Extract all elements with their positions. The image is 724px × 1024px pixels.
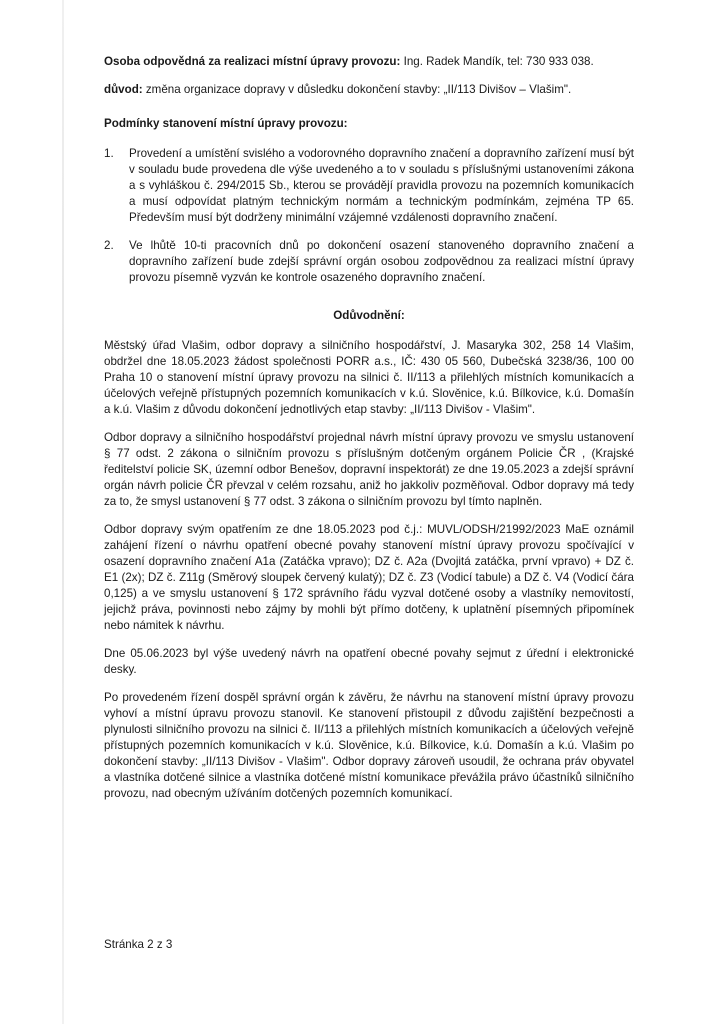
condition-item — [104, 146, 634, 226]
condition-number: 1. — [104, 147, 114, 160]
justification-paragraph: Po provedeném řízení dospěl správní orgán k závěru, že návrhu na stanovení místní úpravy provozu vyhoví a místní úpravu provozu stanovil. Ke stanovení přistoupil z důvodu zajištění bezpečnosti a plynulosti silničního provozu na silnici č. II/113 a přilehlých místních komunikacích a účelových veřejně přístupných pozemních komunikacích v k.ú. Slověnice, k.ú. Bílkovice, k.ú. Domašín a k.ú. Vlašim po dokončení stavby: „II/113 Divišov - Vlašim". Odbor dopravy zároveň usoudil, že ochrana práv obyvatel a vlastníka dotčené silnice a vlastníka dotčené místní komunikace převážila právo účastníků silničního provozu, nad obecným užíváním dotčených pozemních komunikací. — [104, 691, 634, 800]
justification-paragraph: Dne 05.06.2023 byl výše uvedený návrh na opatření obecné povahy sejmut z úřední i elektronické desky. — [104, 647, 634, 676]
condition-item — [104, 238, 634, 286]
condition-text: Ve lhůtě 10-ti pracovních dnů po dokončení osazení stanoveného dopravního značení a dopravního zařízení bude zdejší správní orgán osobou zodpovědnou za realizaci místní úpravy provozu písemně vyzván ke kontrole osazeného dopravního značení. — [129, 239, 634, 284]
scan-edge-artifact — [62, 0, 64, 1024]
document-page — [104, 44, 634, 802]
responsible-label: Osoba odpovědná za realizaci místní úpravy provozu: — [104, 55, 401, 68]
conditions-title: Podmínky stanovení místní úpravy provozu: — [104, 117, 348, 130]
reason-value: změna organizace dopravy v důsledku dokončení stavby: „II/113 Divišov – Vlašim". — [145, 83, 572, 96]
justification-paragraph: Odbor dopravy svým opatřením ze dne 18.05.2023 pod č.j.: MUVL/ODSH/21992/2023 MaE oznámil zahájení řízení o návrhu opatření obecné povahy stanovení místní úpravy provozu spočívající v osazení dopravního značení A1a (Zatáčka vpravo); DZ č. A2a (Dvojitá zatáčka, první vpravo) + DZ č. E1 (2x); DZ č. Z11g (Směrový sloupek červený kulatý); DZ č. Z3 (Vodicí tabule) a DZ č. V4 (Vodicí čára 0,125) a ve smyslu ustanovení § 172 správního řádu vyzval dotčené osoby a vlastníky nemovitostí, jejichž práva, povinnosti nebo zájmy by mohli být přímo dotčeny, k uplatnění písemných připomínek nebo námitek k návrhu. — [104, 523, 634, 632]
responsible-person-line — [104, 54, 634, 70]
justification-title: Odůvodnění: — [333, 309, 405, 322]
reason-label: důvod: — [104, 83, 143, 96]
justification-paragraph: Odbor dopravy a silničního hospodářství projednal návrh místní úpravy provozu ve smyslu ustanovení § 77 odst. 2 zákona o silničním provozu s příslušným dotčeným orgánem Policie ČR , (Krajské ředitelství policie SK, územní odbor Benešov, dopravní inspektorát) ze dne 19.05.2023 a zdejší správní orgán návrh policie ČR převzal v celém rozsahu, aniž ho jakkoliv pozměňoval. Odbor dopravy má tedy za to, že smysl ustanovení § 77 odst. 3 zákona o silničním provozu byl tímto naplněn. — [104, 431, 634, 508]
justification-paragraph: Městský úřad Vlašim, odbor dopravy a silničního hospodářství, J. Masaryka 302, 258 14 Vlašim, obdržel dne 18.05.2023 žádost společnosti PORR a.s., IČ: 430 05 560, Dubečská 3238/36, 100 00 Praha 10 o stanovení místní úpravy provozu na silnici č. II/113 a přilehlých místních komunikacích a účelových veřejně přístupných pozemních komunikacích v k.ú. Slověnice, k.ú. Bílkovice, k.ú. Domašín a k.ú. Vlašim z důvodu dokončení jednotlivých etap stavby: „II/113 Divišov - Vlašim". — [104, 339, 634, 416]
page-number: Stránka 2 z 3 — [104, 938, 173, 951]
condition-text: Provedení a umístění svislého a vodorovného dopravního značení a dopravního zařízení musí být v souladu bude provedena dle výše uvedeného a to v souladu s příslušnými ustanoveními zákona a s vyhláškou č. 294/2015 Sb., kterou se provádějí pravidla provozu na pozemních komunikacích a musí odpovídat platným technickým normám a technickým podmínkám, zejména TP 65. Především musí být dodrženy minimální vzájemné vzdálenosti dopravního značení. — [129, 147, 634, 224]
reason-line — [104, 82, 634, 98]
responsible-value: Ing. Radek Mandík, tel: 730 933 038. — [403, 55, 594, 68]
condition-number: 2. — [104, 239, 114, 252]
conditions-list — [104, 146, 634, 286]
